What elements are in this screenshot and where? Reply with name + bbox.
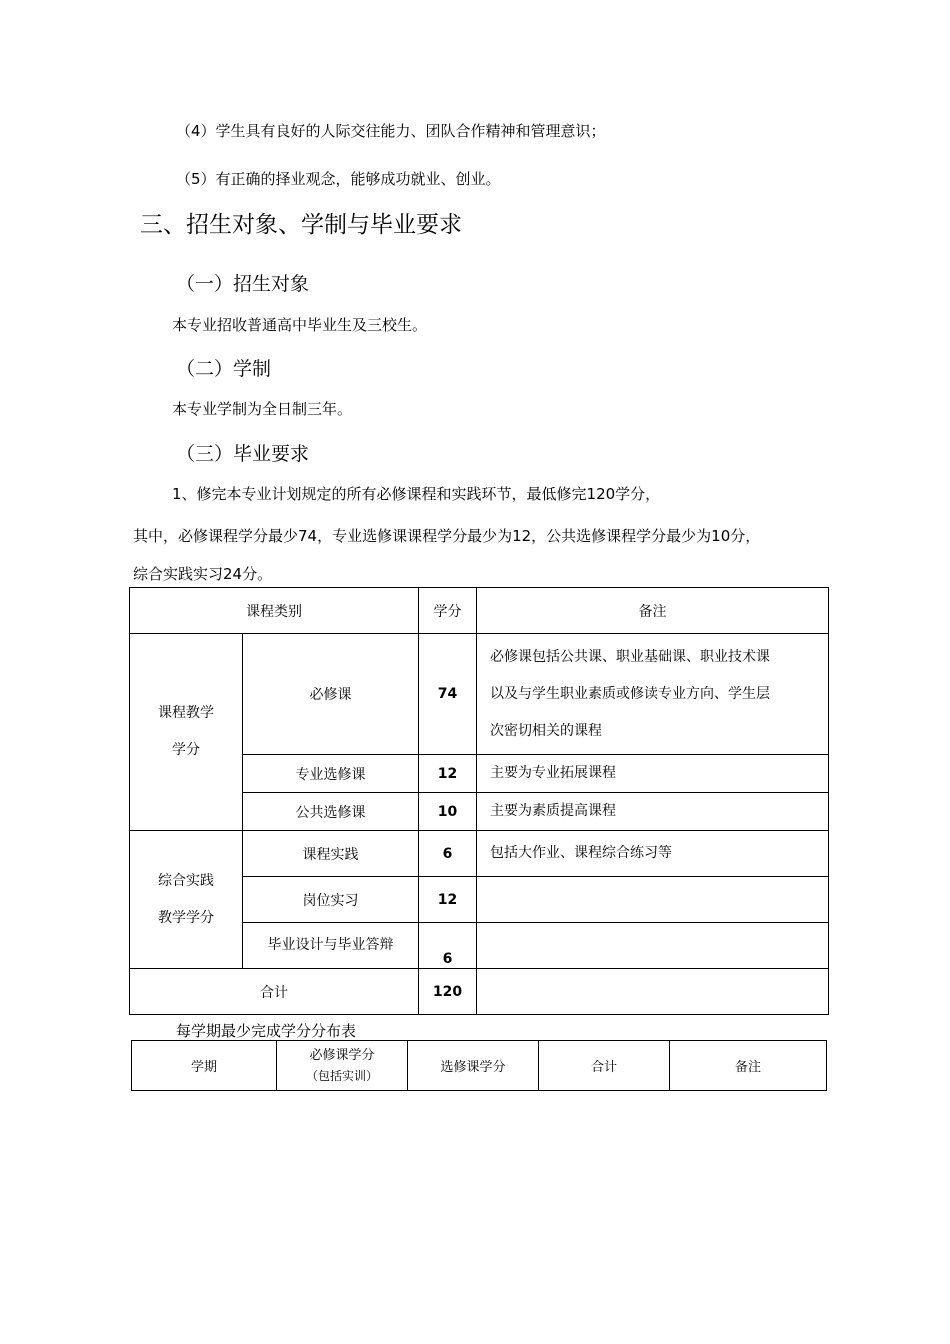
- course-note: [477, 877, 829, 923]
- table-row: [130, 634, 829, 755]
- course-credits: 6: [419, 831, 477, 877]
- section-3-heading: 三、招生对象、学制与毕业要求: [140, 212, 462, 238]
- enrollment-text: 本专业招收普通高中毕业生及三校生。: [172, 316, 428, 334]
- course-credits: 6: [419, 923, 477, 969]
- note-line: 以及与学生职业素质或修读专业方向、学生层: [490, 685, 770, 702]
- semester-table: [131, 1040, 827, 1091]
- graduation-line-3: 综合实践实习24分。: [133, 565, 273, 583]
- course-name: 毕业设计与毕业答辩: [243, 923, 419, 969]
- course-name: 岗位实习: [243, 877, 419, 923]
- course-name: 必修课: [243, 634, 419, 755]
- course-note: [477, 634, 829, 755]
- header-notes: 备注: [670, 1041, 827, 1091]
- header-required-label: 必修课学分: [309, 1047, 375, 1063]
- total-label: 合计: [130, 969, 419, 1015]
- subsection-graduation-heading: （三）毕业要求: [176, 443, 310, 465]
- group-label-line2: 教学学分: [158, 909, 214, 926]
- header-elective: 选修课学分: [408, 1041, 539, 1091]
- course-name: 公共选修课: [243, 793, 419, 831]
- header-required-sub: （包括实训）: [305, 1068, 378, 1083]
- semester-table-caption: 每学期最少完成学分分布表: [176, 1022, 357, 1040]
- total-note: [477, 969, 829, 1015]
- duration-text: 本专业学制为全日制三年。: [172, 400, 353, 418]
- group-label-line1: 综合实践: [158, 872, 214, 889]
- course-name: 课程实践: [243, 831, 419, 877]
- graduation-line-2: 其中，必修课程学分最少74，专业选修课课程学分最少为12，公共选修课程学分最少为10分，: [133, 527, 761, 545]
- intro-item-5: （5）有正确的择业观念，能够成功就业、创业。: [176, 170, 501, 188]
- group-course-teaching: [130, 634, 243, 831]
- note-line: 次密切相关的课程: [490, 722, 602, 739]
- table-header-row: [130, 588, 829, 634]
- course-credits: 10: [419, 793, 477, 831]
- subsection-duration-heading: （二）学制: [176, 358, 272, 380]
- header-credits: 学分: [419, 588, 477, 634]
- intro-item-4: （4）学生具有良好的人际交往能力、团队合作精神和管理意识；: [176, 122, 606, 140]
- group-practice-teaching: [130, 831, 243, 969]
- table-row: [130, 831, 829, 877]
- total-credits: 120: [419, 969, 477, 1015]
- course-name: 专业选修课: [243, 755, 419, 793]
- course-credits: 74: [419, 634, 477, 755]
- subsection-enrollment-heading: （一）招生对象: [176, 273, 310, 295]
- course-note: [477, 923, 829, 969]
- header-category: 课程类别: [130, 588, 419, 634]
- course-note: 主要为素质提高课程: [477, 793, 829, 831]
- group-label-line1: 课程教学: [158, 705, 214, 721]
- course-note: 包括大作业、课程综合练习等: [477, 831, 829, 877]
- table-total-row: [130, 969, 829, 1015]
- group-label-line2: 学分: [172, 742, 200, 758]
- credit-table: [129, 587, 829, 1015]
- course-note: 主要为专业拓展课程: [477, 755, 829, 793]
- course-credits: 12: [419, 755, 477, 793]
- course-credits: 12: [419, 877, 477, 923]
- header-required: [277, 1041, 408, 1091]
- header-total: 合计: [539, 1041, 670, 1091]
- semester-table-header-row: [132, 1041, 827, 1091]
- note-line: 必修课包括公共课、职业基础课、职业技术课: [490, 648, 770, 665]
- header-notes: 备注: [477, 588, 829, 634]
- header-semester: 学期: [132, 1041, 277, 1091]
- graduation-line-1: 1、修完本专业计划规定的所有必修课程和实践环节，最低修完120学分，: [172, 485, 661, 503]
